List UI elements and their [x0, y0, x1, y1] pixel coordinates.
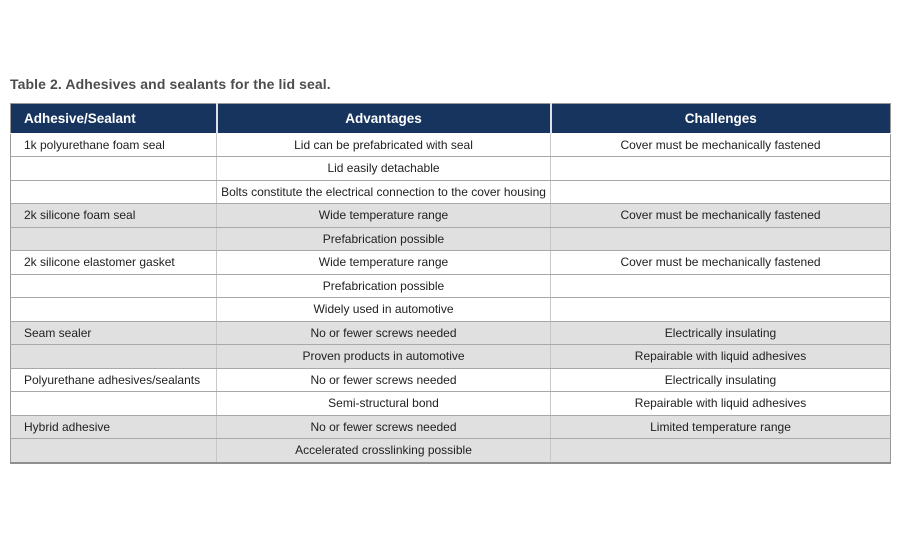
- table-header-row: [11, 104, 891, 134]
- adhesive-cell: [11, 274, 217, 298]
- advantage-cell: Lid can be prefabricated with seal: [217, 133, 551, 157]
- table-row: [11, 415, 891, 439]
- advantage-cell: No or fewer screws needed: [217, 321, 551, 345]
- adhesive-cell: Hybrid adhesive: [11, 415, 217, 439]
- adhesive-cell: 1k polyurethane foam seal: [11, 133, 217, 157]
- adhesive-cell: [11, 345, 217, 369]
- adhesive-cell: [11, 298, 217, 322]
- table-row: [11, 274, 891, 298]
- challenge-cell: Cover must be mechanically fastened: [551, 204, 891, 228]
- table-row: [11, 392, 891, 416]
- table-row: [11, 368, 891, 392]
- table-row: [11, 180, 891, 204]
- advantage-cell: Widely used in automotive: [217, 298, 551, 322]
- advantage-cell: Proven products in automotive: [217, 345, 551, 369]
- adhesive-cell: Polyurethane adhesives/sealants: [11, 368, 217, 392]
- advantage-cell: Lid easily detachable: [217, 157, 551, 181]
- challenge-cell: Cover must be mechanically fastened: [551, 133, 891, 157]
- challenge-cell: [551, 227, 891, 251]
- adhesive-cell: [11, 227, 217, 251]
- advantage-cell: Prefabrication possible: [217, 227, 551, 251]
- advantage-cell: Accelerated crosslinking possible: [217, 439, 551, 463]
- adhesive-cell: 2k silicone elastomer gasket: [11, 251, 217, 275]
- column-header-challenges: Challenges: [551, 104, 891, 134]
- challenge-cell: [551, 274, 891, 298]
- advantage-cell: Prefabrication possible: [217, 274, 551, 298]
- adhesive-cell: Seam sealer: [11, 321, 217, 345]
- challenge-cell: Cover must be mechanically fastened: [551, 251, 891, 275]
- table-caption: Table 2. Adhesives and sealants for the lid seal.: [10, 76, 331, 92]
- challenge-cell: [551, 439, 891, 463]
- advantage-cell: Wide temperature range: [217, 204, 551, 228]
- challenge-cell: [551, 298, 891, 322]
- table-body: [11, 133, 891, 463]
- adhesives-sealants-table: [10, 103, 891, 464]
- column-header-advantages: Advantages: [217, 104, 551, 134]
- table-row: [11, 439, 891, 463]
- adhesive-cell: [11, 157, 217, 181]
- table-row: [11, 321, 891, 345]
- advantage-cell: Wide temperature range: [217, 251, 551, 275]
- adhesive-cell: [11, 392, 217, 416]
- table-row: [11, 345, 891, 369]
- table-row: [11, 251, 891, 275]
- advantage-cell: Bolts constitute the electrical connection to the cover housing: [217, 180, 551, 204]
- advantage-cell: No or fewer screws needed: [217, 415, 551, 439]
- challenge-cell: [551, 180, 891, 204]
- challenge-cell: Repairable with liquid adhesives: [551, 345, 891, 369]
- table-row: [11, 227, 891, 251]
- table-row: [11, 204, 891, 228]
- challenge-cell: Electrically insulating: [551, 321, 891, 345]
- table-row: [11, 298, 891, 322]
- advantage-cell: Semi-structural bond: [217, 392, 551, 416]
- adhesive-cell: [11, 439, 217, 463]
- column-header-adhesive-sealant: Adhesive/Sealant: [11, 104, 217, 134]
- adhesive-cell: [11, 180, 217, 204]
- challenge-cell: [551, 157, 891, 181]
- adhesive-cell: 2k silicone foam seal: [11, 204, 217, 228]
- challenge-cell: Electrically insulating: [551, 368, 891, 392]
- table-row: [11, 157, 891, 181]
- challenge-cell: Repairable with liquid adhesives: [551, 392, 891, 416]
- challenge-cell: Limited temperature range: [551, 415, 891, 439]
- advantage-cell: No or fewer screws needed: [217, 368, 551, 392]
- table-row: [11, 133, 891, 157]
